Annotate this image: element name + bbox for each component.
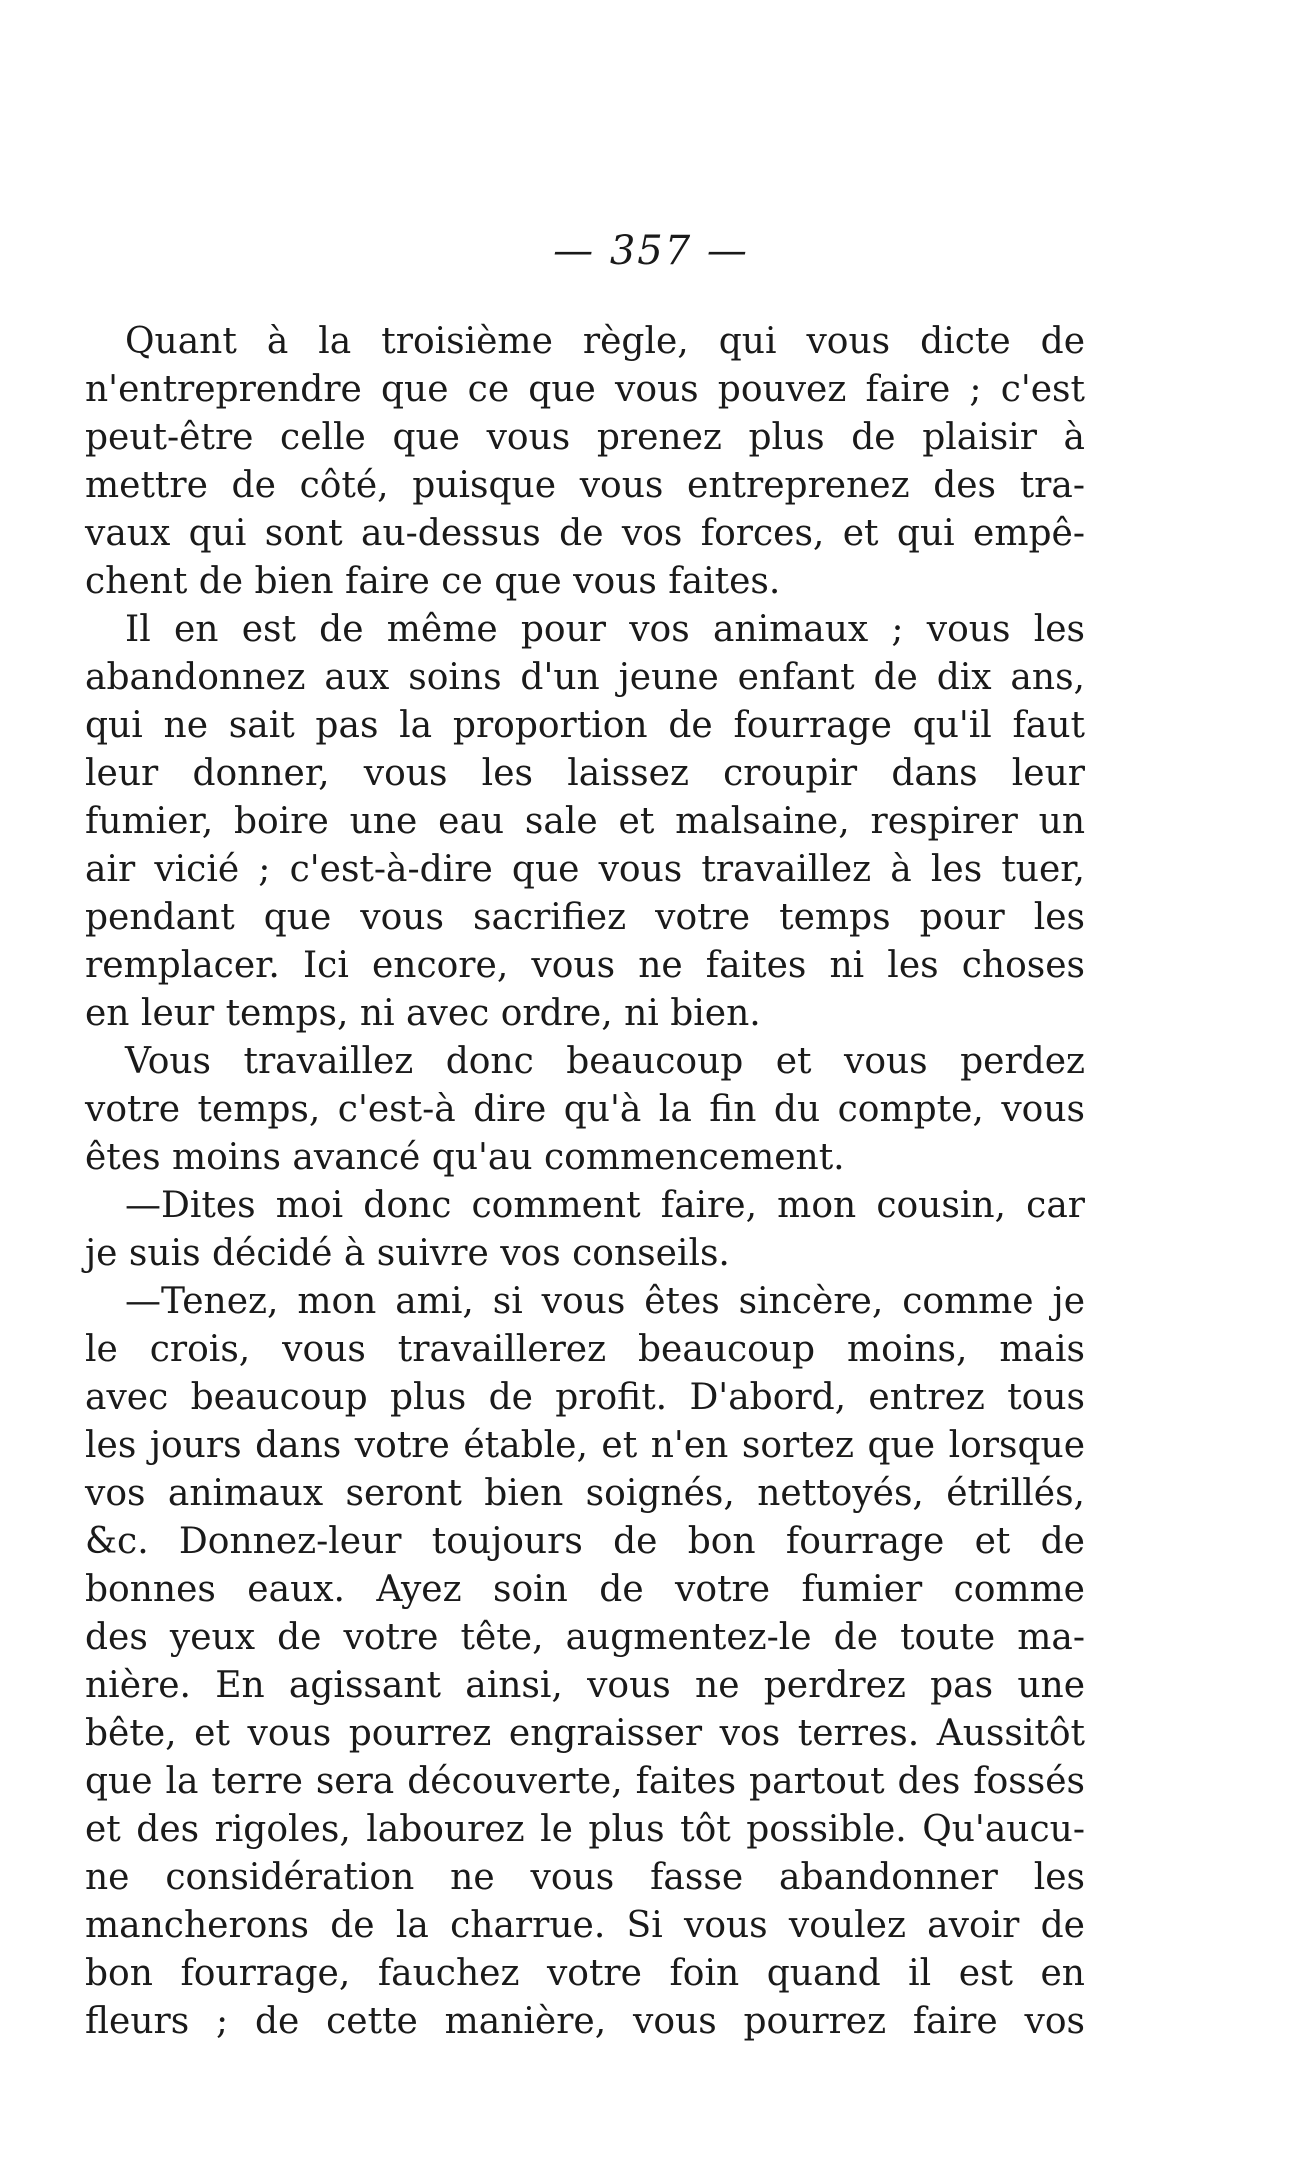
body-text bbox=[85, 318, 1085, 2046]
text-line: avec beaucoup plus de profit. D'abord, entrez tous bbox=[85, 1377, 1085, 1418]
text-line: n'entreprendre que ce que vous pouvez faire ; c'est bbox=[85, 369, 1085, 410]
text-line: mancherons de la charrue. Si vous voulez avoir de bbox=[85, 1905, 1085, 1946]
text-line: —Dites moi donc comment faire, mon cousin, car bbox=[125, 1185, 1085, 1226]
text-line: Quant à la troisième règle, qui vous dicte de bbox=[125, 321, 1085, 362]
text-line: vos animaux seront bien soignés, nettoyés, étrillés, bbox=[85, 1473, 1085, 1514]
text-line: bon fourrage, fauchez votre foin quand il est en bbox=[85, 1953, 1085, 1994]
text-line: pendant que vous sacrifiez votre temps pour les bbox=[85, 897, 1085, 938]
text-line: votre temps, c'est-à dire qu'à la fin du compte, vous bbox=[85, 1089, 1085, 1130]
text-line: &c. Donnez-leur toujours de bon fourrage et de bbox=[85, 1521, 1085, 1562]
text-line: et des rigoles, labourez le plus tôt possible. Qu'aucu- bbox=[85, 1809, 1085, 1850]
text-line: Vous travaillez donc beaucoup et vous perdez bbox=[125, 1041, 1085, 1082]
text-line: nière. En agissant ainsi, vous ne perdrez pas une bbox=[85, 1665, 1085, 1706]
text-line: leur donner, vous les laissez croupir dans leur bbox=[85, 753, 1085, 794]
text-line: air vicié ; c'est-à-dire que vous travaillez à les tuer, bbox=[85, 849, 1085, 890]
text-line: peut-être celle que vous prenez plus de plaisir à bbox=[85, 417, 1085, 458]
text-line: fumier, boire une eau sale et malsaine, respirer un bbox=[85, 801, 1085, 842]
text-line: le crois, vous travaillerez beaucoup moins, mais bbox=[85, 1329, 1085, 1370]
text-line: bonnes eaux. Ayez soin de votre fumier comme bbox=[85, 1569, 1085, 1610]
text-line: ne considération ne vous fasse abandonner les bbox=[85, 1857, 1085, 1898]
text-line: chent de bien faire ce que vous faites. bbox=[85, 561, 781, 602]
text-line: remplacer. Ici encore, vous ne faites ni les choses bbox=[85, 945, 1085, 986]
text-line: abandonnez aux soins d'un jeune enfant de dix ans, bbox=[85, 657, 1085, 698]
text-line: que la terre sera découverte, faites partout des fossés bbox=[85, 1761, 1085, 1802]
text-line: bête, et vous pourrez engraisser vos terres. Aussitôt bbox=[85, 1713, 1085, 1754]
text-line: vaux qui sont au-dessus de vos forces, et qui empê- bbox=[85, 513, 1085, 554]
text-line: je suis décidé à suivre vos conseils. bbox=[85, 1233, 730, 1274]
text-line: Il en est de même pour vos animaux ; vous les bbox=[125, 609, 1085, 650]
text-line: —Tenez, mon ami, si vous êtes sincère, comme je bbox=[125, 1281, 1085, 1322]
text-line: êtes moins avancé qu'au commencement. bbox=[85, 1137, 845, 1178]
text-line: fleurs ; de cette manière, vous pourrez faire vos bbox=[85, 2001, 1085, 2042]
text-line: qui ne sait pas la proportion de fourrage qu'il faut bbox=[85, 705, 1085, 746]
text-line: mettre de côté, puisque vous entreprenez des tra- bbox=[85, 465, 1085, 506]
text-line: en leur temps, ni avec ordre, ni bien. bbox=[85, 993, 761, 1034]
text-line: les jours dans votre étable, et n'en sortez que lorsque bbox=[85, 1425, 1085, 1466]
text-line: des yeux de votre tête, augmentez-le de toute ma- bbox=[85, 1617, 1085, 1658]
page-number: — 357 — bbox=[553, 228, 749, 274]
